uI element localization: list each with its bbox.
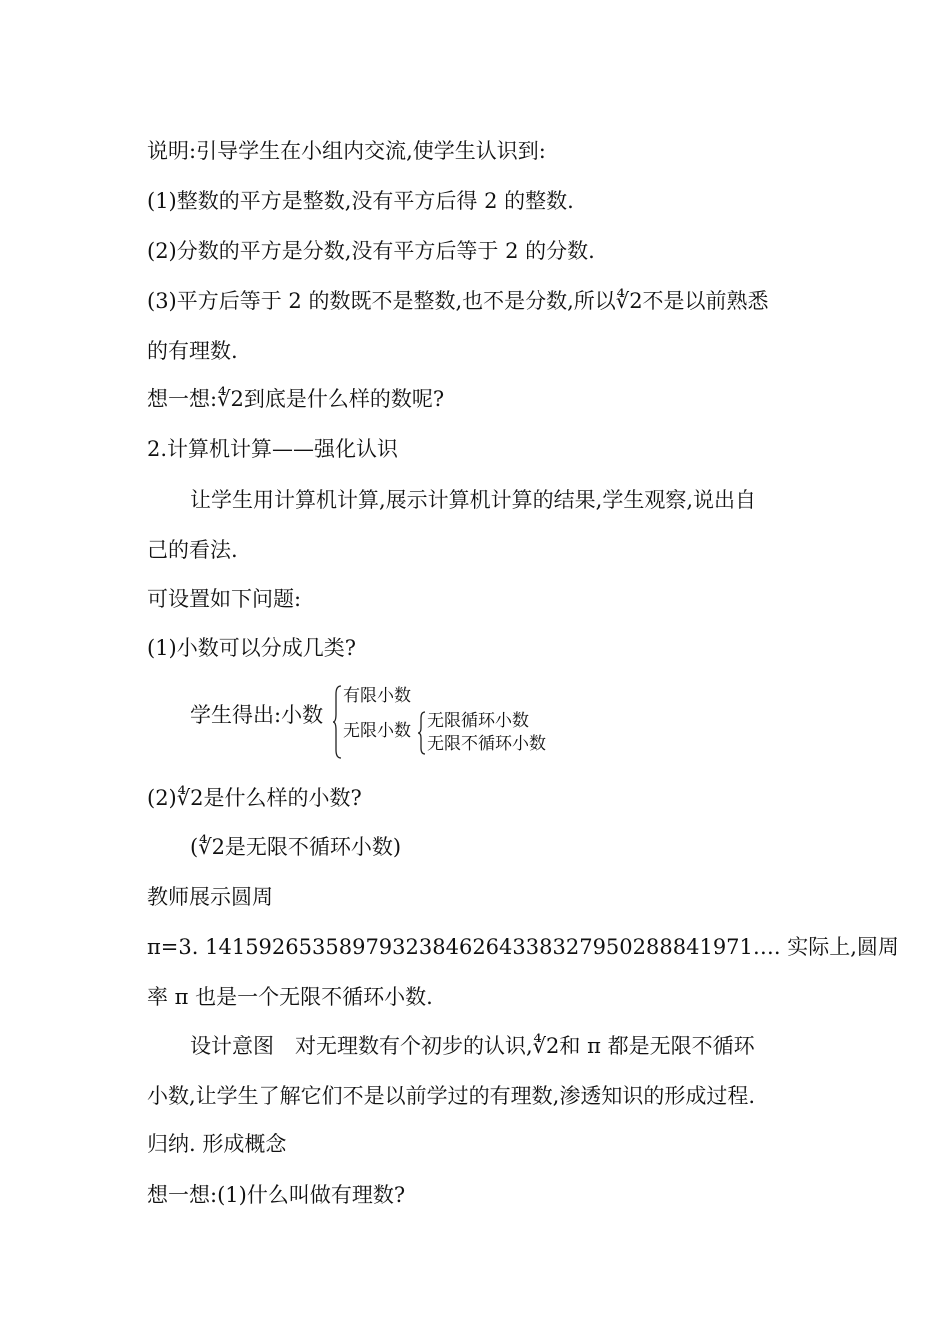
text-line: 让学生用计算机计算,展示计算机计算的结果,学生观察,说出自 [190, 488, 757, 512]
text-line: (1)整数的平方是整数,没有平方后得 2 的整数. [147, 189, 574, 213]
non-repeating-decimal: 无限不循环小数 [427, 734, 546, 754]
text-line: (2)分数的平方是分数,没有平方后等于 2 的分数. [147, 239, 595, 263]
text-line: 小数,让学生了解它们不是以前学过的有理数,渗透知识的形成过程. [147, 1084, 756, 1108]
text-line: π=3. 14159265358979323846264338327950288841971…. 实际上,圆周 [147, 935, 899, 959]
text-line: 想一想:(1)什么叫做有理数? [147, 1183, 406, 1207]
brace-icon [418, 710, 426, 756]
text-line: 说明:引导学生在小组内交流,使学生认识到: [147, 139, 546, 163]
classification-lead: 学生得出:小数 [190, 703, 324, 727]
finite-decimal: 有限小数 [343, 686, 411, 706]
text-line: 想一想:∜2到底是什么样的数呢? [147, 387, 445, 411]
text-line: (1)小数可以分成几类? [147, 636, 357, 660]
text-line: 己的看法. [147, 538, 238, 562]
section-heading: 2.计算机计算——强化认识 [147, 437, 399, 461]
repeating-decimal: 无限循环小数 [427, 711, 529, 731]
text-line: (∜2是无限不循环小数) [190, 835, 402, 859]
infinite-decimal: 无限小数 [343, 721, 411, 741]
brace-icon [333, 684, 343, 760]
text-line: 教师展示圆周 [147, 885, 273, 909]
text-line: 设计意图 对无理数有个初步的认识,∜2和 π 都是无限不循环 [190, 1034, 755, 1058]
text-line: 的有理数. [147, 339, 238, 363]
text-line: (2)∜2是什么样的小数? [147, 786, 362, 810]
text-line: 率 π 也是一个无限不循环小数. [147, 985, 433, 1009]
text-line: (3)平方后等于 2 的数既不是整数,也不是分数,所以∜2不是以前熟悉 [147, 289, 769, 313]
text-line: 可设置如下问题: [147, 587, 302, 611]
section-heading: 归纳. 形成概念 [147, 1132, 287, 1156]
